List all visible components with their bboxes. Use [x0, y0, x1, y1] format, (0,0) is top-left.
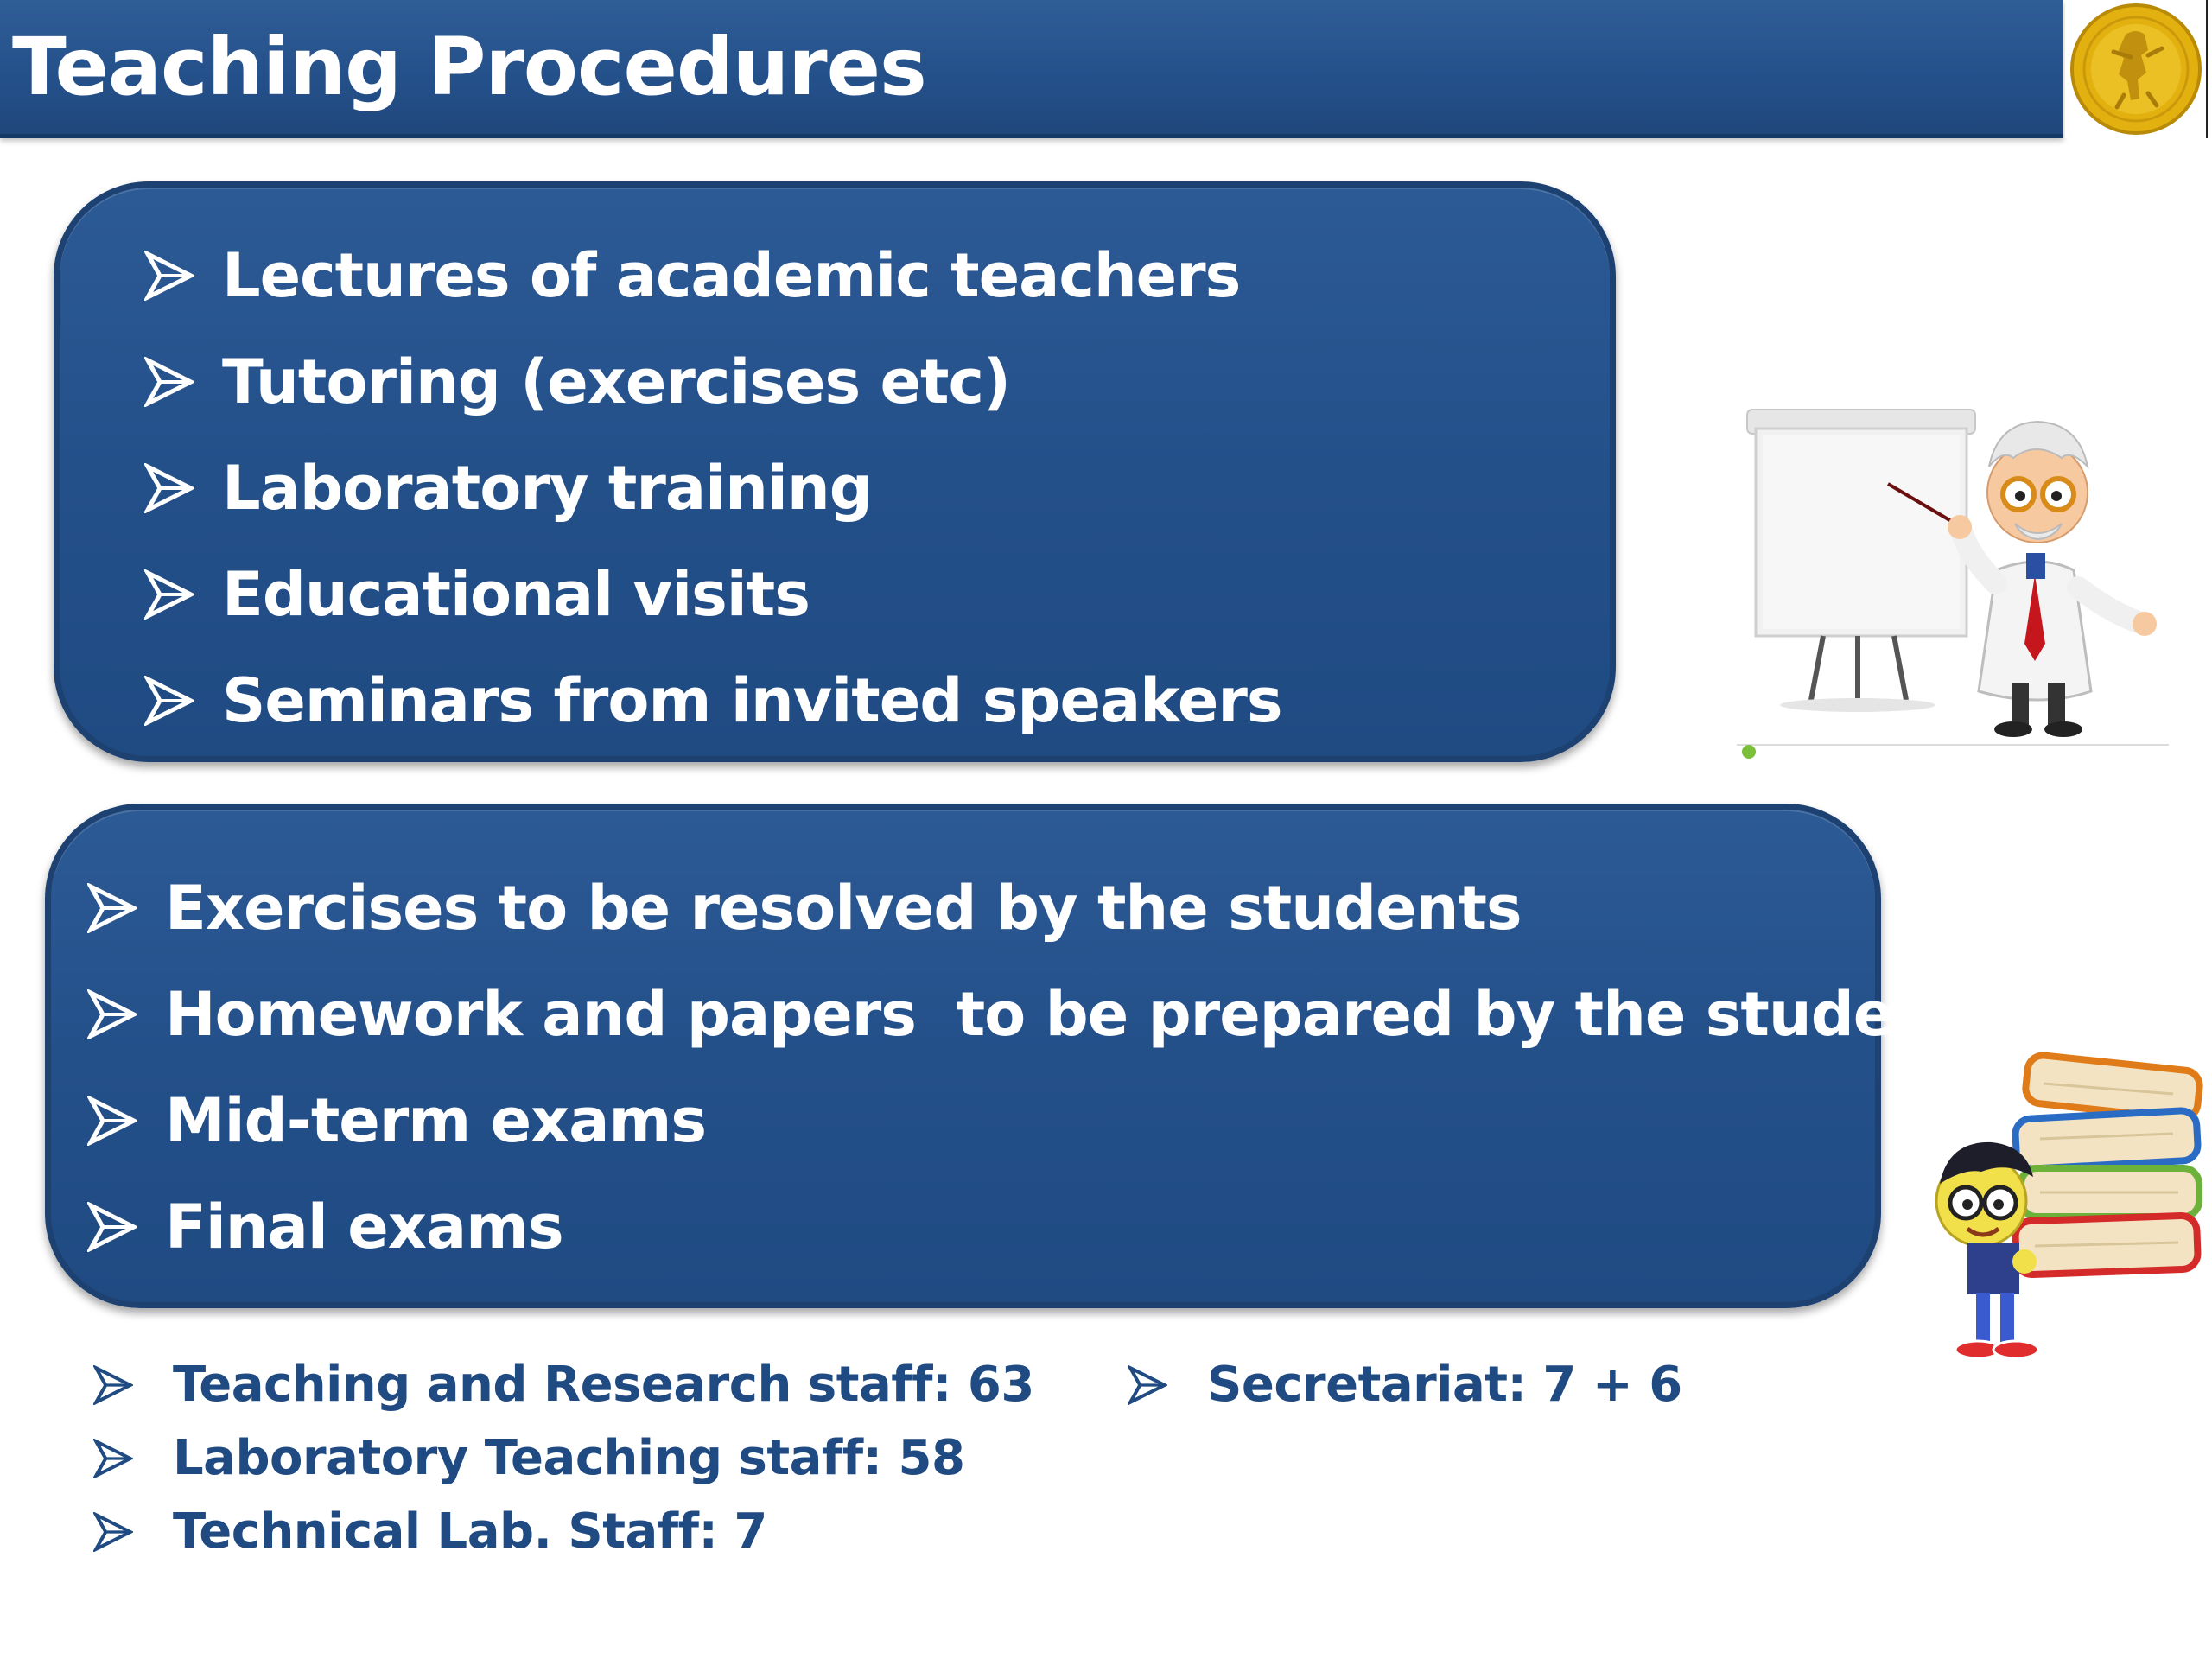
list-item-label: Laboratory training [222, 452, 872, 524]
student-books-illustration [1914, 1046, 2212, 1374]
university-seal-icon [2065, 0, 2209, 138]
title-bar [0, 0, 2063, 138]
assessment-list [87, 855, 1999, 1280]
staff-counts-list [93, 1348, 1034, 1568]
list-item-label: Tutoring (exercises etc) [222, 346, 1010, 417]
list-item-label: Exercises to be resolved by the students [165, 872, 1522, 944]
list-item [87, 1067, 1999, 1173]
secretariat-list [1128, 1348, 1682, 1421]
page-title: Teaching Procedures [12, 21, 926, 113]
list-item [144, 541, 1282, 647]
list-item [144, 328, 1282, 435]
arrow-bullet-icon [144, 357, 194, 407]
arrow-bullet-icon [144, 251, 194, 301]
list-item-label: Technical Lab. Staff: 7 [173, 1503, 767, 1560]
list-item [87, 1173, 1999, 1280]
list-item-label: Educational visits [222, 558, 810, 630]
list-item [93, 1348, 1034, 1421]
arrow-bullet-icon [144, 676, 194, 726]
list-item [144, 435, 1282, 541]
list-item-label: Mid-term exams [165, 1084, 707, 1156]
assessment-panel [45, 804, 1999, 1308]
list-item [144, 222, 1282, 328]
list-item [87, 961, 1999, 1067]
list-item-label: Lectures of academic teachers [222, 239, 1241, 311]
arrow-bullet-icon [87, 989, 137, 1039]
arrow-bullet-icon [87, 883, 137, 933]
list-item-label: Secretariat: 7 + 6 [1207, 1357, 1682, 1413]
list-item [1128, 1348, 1682, 1421]
list-item [87, 855, 1999, 961]
arrow-bullet-icon [1128, 1365, 1167, 1405]
professor-whiteboard-illustration [1737, 397, 2169, 760]
arrow-bullet-icon [87, 1096, 137, 1146]
list-item-label: Homework and papers to be prepared by the students [165, 978, 1999, 1050]
arrow-bullet-icon [87, 1202, 137, 1252]
arrow-bullet-icon [144, 463, 194, 513]
list-item [93, 1421, 1034, 1495]
arrow-bullet-icon [93, 1439, 133, 1478]
arrow-bullet-icon [93, 1512, 133, 1552]
list-item [144, 647, 1282, 753]
arrow-bullet-icon [144, 569, 194, 620]
list-item [93, 1495, 1034, 1568]
list-item-label: Seminars from invited speakers [222, 664, 1282, 736]
teaching-methods-panel [54, 181, 1616, 762]
list-item-label: Laboratory Teaching staff: 58 [173, 1430, 965, 1486]
list-item-label: Final exams [165, 1191, 563, 1262]
teaching-methods-list [144, 222, 1282, 753]
arrow-bullet-icon [93, 1365, 133, 1405]
list-item-label: Teaching and Research staff: 63 [173, 1357, 1034, 1413]
